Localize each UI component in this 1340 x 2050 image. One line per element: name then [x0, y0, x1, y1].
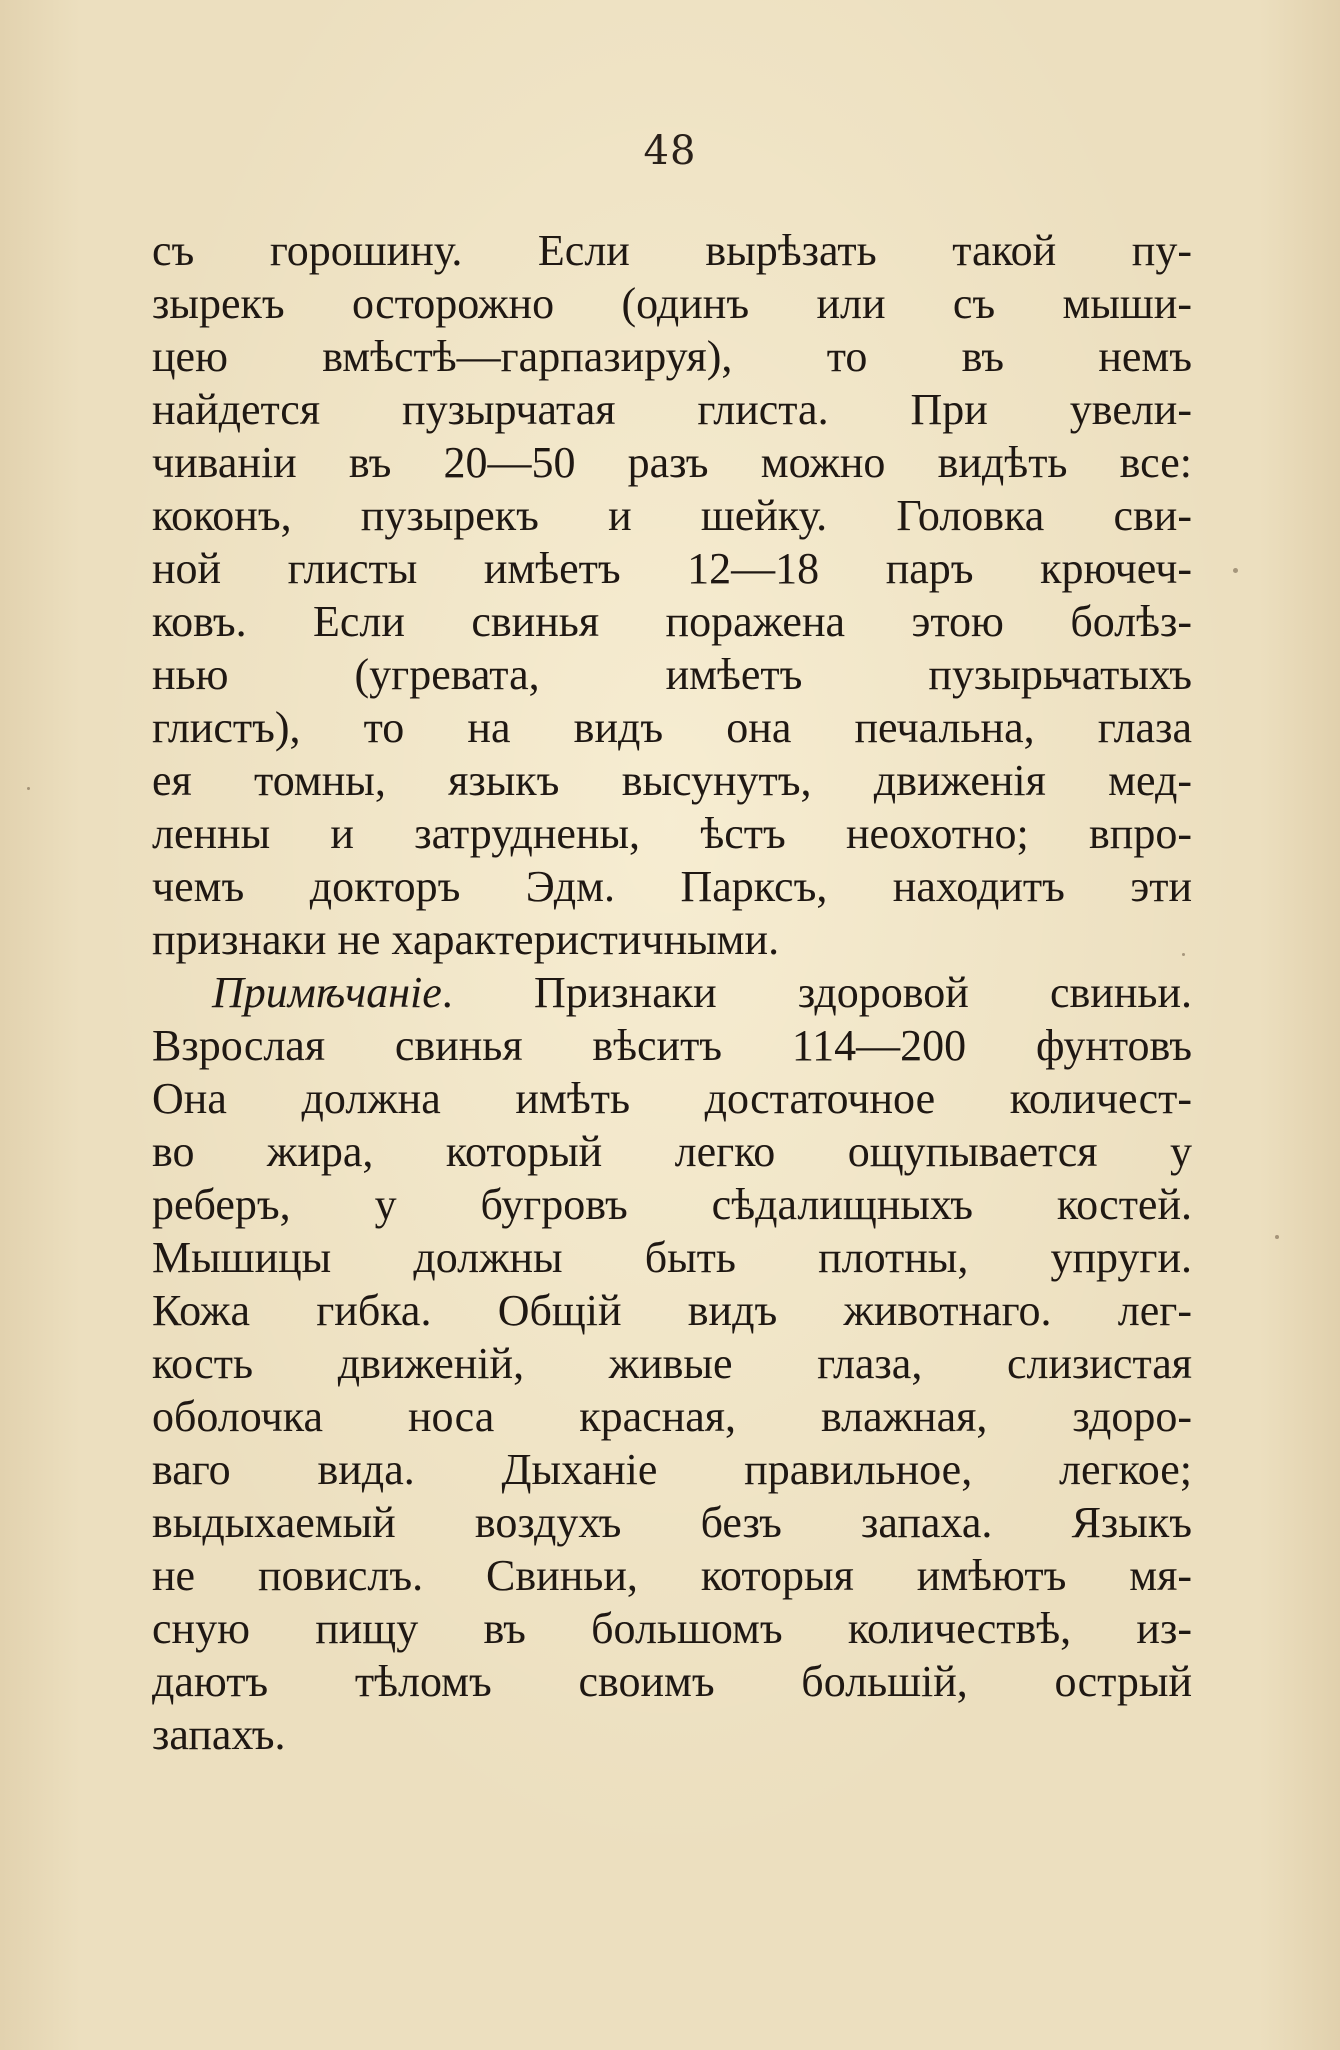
- text-line: чиваніи въ 20—50 разъ можно видѣть все:: [152, 438, 1192, 487]
- text-line: сную пищу въ большомъ количествѣ, из-: [152, 1604, 1192, 1653]
- text-line: признаки не характеристичными.: [152, 915, 780, 964]
- paper-speck: [1182, 953, 1185, 956]
- text-line: не повислъ. Свиньи, которыя имѣютъ мя-: [152, 1551, 1192, 1600]
- text-line: ной глисты имѣетъ 12—18 паръ крючеч-: [152, 544, 1192, 593]
- text-line: Взрослая свинья вѣситъ 114—200 фунтовъ: [152, 1021, 1192, 1070]
- text-line: Кожа гибка. Общій видъ животнаго. лег-: [152, 1286, 1192, 1335]
- paper-speck: [27, 787, 30, 790]
- text-line: нью (угревата, имѣетъ пузырьчатыхъ: [152, 650, 1192, 699]
- text-line: ея томны, языкъ высунутъ, движенія мед-: [152, 756, 1192, 805]
- text-line: реберъ, у бугровъ сѣдалищныхъ костей.: [152, 1180, 1192, 1229]
- note-first-line-text: . Признаки здоровой свиньи.: [441, 968, 1192, 1017]
- text-line: глистъ), то на видъ она печальна, глаза: [152, 703, 1192, 752]
- text-line: найдется пузырчатая глиста. При увели-: [152, 385, 1192, 434]
- text-line: съ горошину. Если вырѣзать такой пу-: [152, 226, 1192, 275]
- paragraph-main: [152, 224, 1192, 966]
- text-line: ковъ. Если свинья поражена этою болѣз-: [152, 597, 1192, 646]
- text-line: Она должна имѣть достаточное количест-: [152, 1074, 1192, 1123]
- text-line: цею вмѣстѣ—гарпазируя), то въ немъ: [152, 332, 1192, 381]
- text-line: запахъ.: [152, 1710, 286, 1759]
- paper-speck: [1233, 568, 1238, 573]
- text-line: чемъ докторъ Эдм. Парксъ, находитъ эти: [152, 862, 1192, 911]
- text-line: даютъ тѣломъ своимъ большій, острый: [152, 1657, 1192, 1706]
- paper-speck: [1275, 1235, 1279, 1239]
- text-line: кость движеній, живые глаза, слизистая: [152, 1339, 1192, 1388]
- text-line: ленны и затруднены, ѣстъ неохотно; впро-: [152, 809, 1192, 858]
- note-first-line: [152, 966, 1192, 1019]
- text-line: во жира, который легко ощупывается у: [152, 1127, 1192, 1176]
- body-text: [152, 224, 1192, 1761]
- text-line: выдыхаемый воздухъ безъ запаха. Языкъ: [152, 1498, 1192, 1547]
- text-line: зырекъ осторожно (одинъ или съ мыши-: [152, 279, 1192, 328]
- paragraph-note: [152, 966, 1192, 1761]
- text-line: оболочка носа красная, влажная, здоро-: [152, 1392, 1192, 1441]
- text-line: ваго вида. Дыханіе правильное, легкое;: [152, 1445, 1192, 1494]
- text-line: коконъ, пузырекъ и шейку. Головка сви-: [152, 491, 1192, 540]
- page-number: 48: [643, 128, 697, 174]
- text-line: Мышицы должны быть плотны, упруги.: [152, 1233, 1192, 1282]
- note-label: Примѣчаніе: [212, 968, 442, 1017]
